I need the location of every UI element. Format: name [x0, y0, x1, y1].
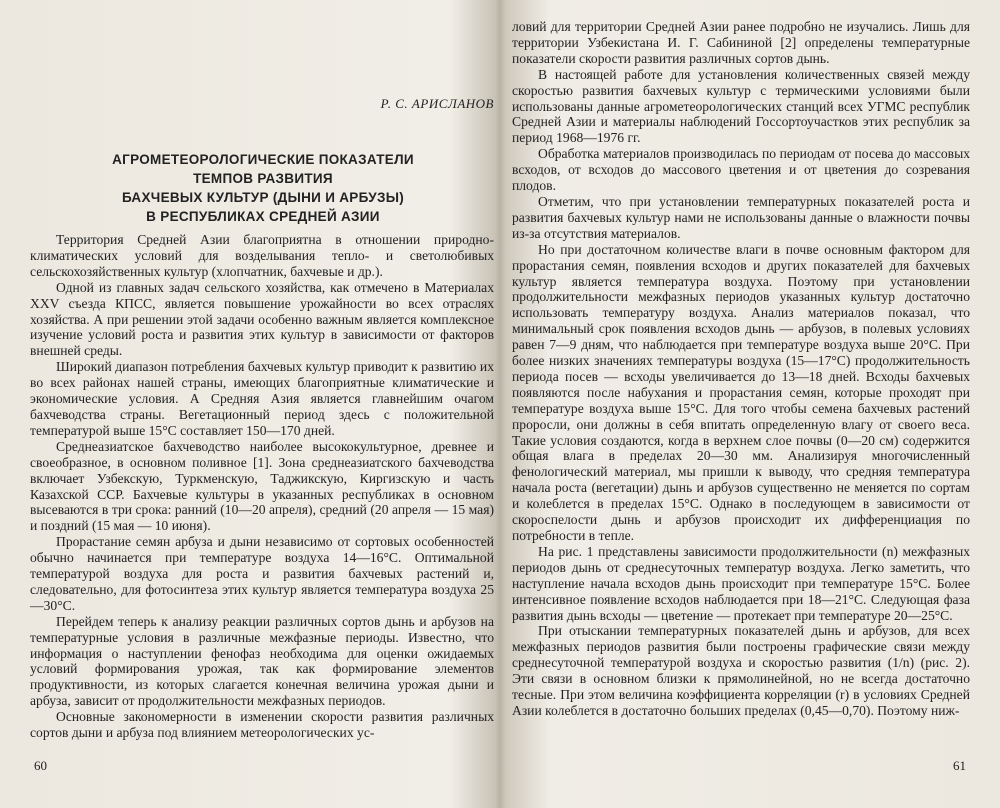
paragraph-continuation: ловий для территории Средней Азии ранее подробно не изучались. Лишь для территории Узбекистана И. Г. Сабининой [2] определены температурные показатели скорости развития различных сортов дынь.	[512, 19, 970, 66]
paragraph: Прорастание семян арбуза и дыни независимо от сортовых особенностей обычно начинается при температуре воздуха 14—16°С. Оптимальной температурой воздуха для роста и развития бахчевых растений и, следовательно, для фотосинтеза этих культур является температура воздуха 25—30°С.	[30, 534, 494, 613]
paragraph: Широкий диапазон потребления бахчевых культур приводит к развитию их во всех районах нашей страны, имеющих благоприятные климатические и экономические условия. А Средняя Азия является главнейшим очагом бахчеводства страны. Вегетационный период здесь с положительной температурой выше 15°С составляет 150—170 дней.	[30, 359, 494, 438]
author-name: Р. С. АРИСЛАНОВ	[380, 96, 494, 111]
paragraph: Среднеазиатское бахчеводство наиболее высококультурное, древнее и своеобразное, в основном поливное [1]. Зона среднеазиатского бахчеводства включает Узбекскую, Туркменскую, Таджикскую, Киргизскую и часть Казахской ССР. Бахчевые культуры в указанных республиках в основном высеваются в три срока: ранний (10—20 апреля), средний (20 апреля — 15 мая) и поздний (15 мая — 10 июня).	[30, 438, 494, 534]
paragraph: Отметим, что при установлении температурных показателей роста и развития бахчевых культур нами не использованы данные о влажности почвы из-за отсутствия материалов.	[512, 193, 970, 241]
title-line: В РЕСПУБЛИКАХ СРЕДНЕЙ АЗИИ	[146, 209, 380, 224]
page-number: 60	[34, 758, 47, 773]
page-number: 61	[953, 758, 966, 773]
paragraph: Территория Средней Азии благоприятна в отношении природно-климатических условий для возделывания тепло- и светолюбивых сельскохозяйственных культур (хлопчатник, бахчевые и др.).	[30, 232, 494, 279]
right-body-text	[512, 19, 970, 719]
article-title	[58, 150, 468, 226]
title-line: ТЕМПОВ РАЗВИТИЯ	[193, 171, 333, 186]
paragraph: Обработка материалов производилась по периодам от посева до массовых всходов, от всходов до массового цветения и от цветения до созревания плодов.	[512, 146, 970, 194]
paragraph: Основные закономерности в изменении скорости развития различных сортов дыни и арбуза под влиянием метеорологических ус-	[30, 709, 494, 741]
paragraph: В настоящей работе для установления количественных связей между скоростью развития бахчевых культур с термическими условиями были использованы данные агрометеорологических станций всех УГМС республик Средней Азии и материалы наблюдений Госсортоучастков этих республик за период 1968—1976 гг.	[512, 66, 970, 146]
left-body-text	[30, 232, 494, 741]
left-page	[28, 0, 496, 808]
paragraph: Перейдем теперь к анализу реакции различных сортов дынь и арбузов на температурные условия в различные межфазные периоды. Известно, что информация о наступлении фенофаз необходима для оценки ожидаемых условий формирования урожая, так как формирование элементов продуктивности, из которых слагается конечная величина урожая дыни и арбуза, зависит от продолжительности межфазных периодов.	[30, 613, 494, 709]
paragraph: Одной из главных задач сельского хозяйства, как отмечено в Материалах XXV съезда КПСС, является повышение урожайности во всех отраслях хозяйства. А при решении этой задачи особенно важным является комплексное изучение условий роста и развития этих культур в зависимости от факторов внешней среды.	[30, 279, 494, 359]
title-line: БАХЧЕВЫХ КУЛЬТУР (ДЫНИ И АРБУЗЫ)	[121, 190, 405, 205]
paragraph: На рис. 1 представлены зависимости продолжительности (n) межфазных периодов дынь от среднесуточных температур воздуха. Легко заметить, что наступление начала всходов дынь происходит при температуре 15°С. Более интенсивное появление всходов наблюдается при 18—21°С. Следующая фаза развития дынь всходы — цветение — протекает при температуре 20—25°С.	[512, 543, 970, 623]
paragraph: Но при достаточном количестве влаги в почве основным фактором для прорастания семян, появления всходов и других показателей для бахчевых культур является температура воздуха. Поэтому при установлении продолжительности межфазных периодов указанных культур достаточно использовать температуру воздуха. Анализ материалов показал, что минимальный срок появления всходов дынь — арбузов, в полевых условиях равен 7—9 дням, что наблюдается при температуре воздуха выше 20°С. При более низких значениях температуры воздуха (15—17°С) продолжительность периода посев — всходы увеличивается до 13—18 дней. Всходы бахчевых появляются после набухания и прорастания семян, которые проходят при температуре воздуха выше 15°С. Для того чтобы семена бахчевых растений проросли, они должны в себя впитать определенную влагу от своего веса. Такие условия создаются, когда в верхнем слое почвы (0—20 см) содержится общая влага в пределах 20—30 мм. Анализируя многочисленный фенологический материал, мы пришли к выводу, что средняя температура начала роста (вегетации) дынь и арбузов существенно не меняется по сортам и колеблется в пределах 15°С. Однако в последующем в зависимости от скороспелости дынь и арбузов происходит их дифференциация по потребности в тепле.	[512, 241, 970, 543]
paragraph: При отыскании температурных показателей дынь и арбузов, для всех межфазных периодов развития были построены графические связи между среднесуточной температурой воздуха и скоростью развития (1/n) (рис. 2). Эти связи в основном близки к прямолинейной, но не всегда достаточно тесные. При этом величина коэффициента корреляции (r) в условиях Средней Азии колеблется в достаточно больших пределах (0,45—0,70). Поэтому ниж-	[512, 623, 970, 718]
right-page	[508, 0, 970, 808]
title-line: АГРОМЕТЕОРОЛОГИЧЕСКИЕ ПОКАЗАТЕЛИ	[112, 152, 414, 167]
